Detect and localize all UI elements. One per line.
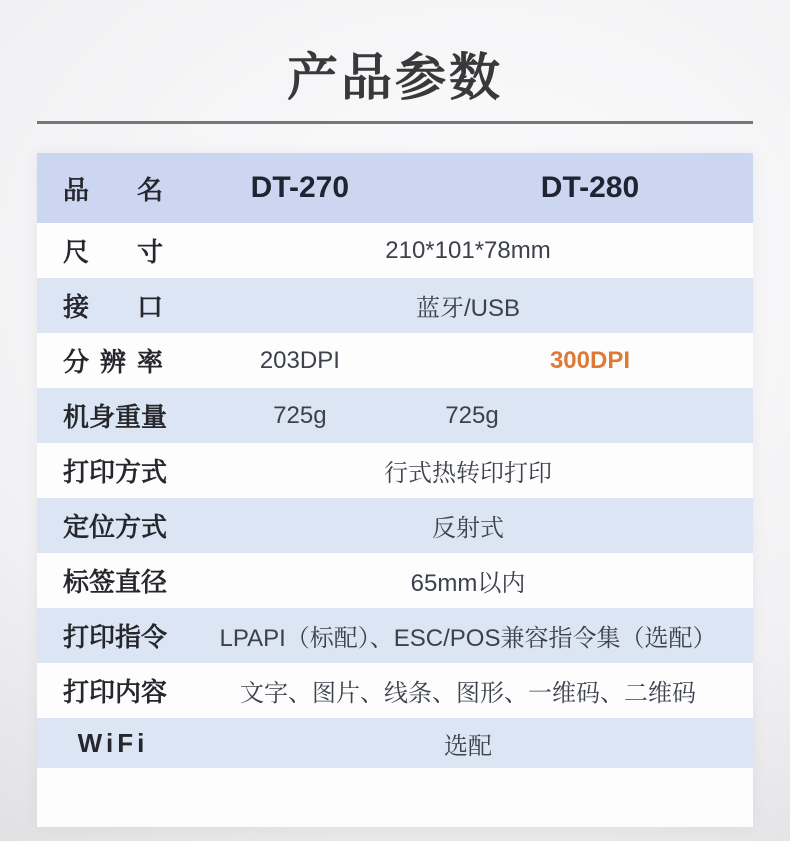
row-label-label-diameter: 标签直径 — [63, 567, 168, 597]
label-diameter-row — [37, 553, 753, 608]
weight-row — [37, 388, 753, 443]
row-label-resolution: 分 辨 率 — [63, 347, 163, 377]
row-label-weight: 机身重量 — [63, 402, 168, 432]
print-method-row — [37, 443, 753, 498]
label-diameter-value-area — [183, 553, 753, 608]
positioning-value-area — [183, 498, 753, 553]
positioning-method-row — [37, 498, 753, 553]
model-name-dt280: DT-280 — [540, 171, 640, 204]
resolution-value-area — [183, 333, 753, 388]
print-content-value: 文字、图片、线条、图形、一维码、二维码 — [240, 680, 696, 707]
print-method-value: 行式热转印打印 — [384, 460, 552, 487]
spec-table — [37, 153, 753, 827]
resolution-row — [37, 333, 753, 388]
row-label-wifi: WiFi — [77, 727, 149, 758]
positioning-value: 反射式 — [432, 515, 504, 542]
row-label-product-name: 品 名 — [63, 174, 163, 205]
print-content-value-area — [183, 663, 753, 718]
dimensions-row — [37, 223, 753, 278]
page-title: 产品参数 — [286, 49, 503, 106]
dimensions-value: 210*101*78mm — [385, 236, 551, 264]
wifi-value: 选配 — [444, 732, 492, 760]
row-label-dimensions: 尺 寸 — [63, 237, 163, 267]
row-label-positioning: 定位方式 — [63, 512, 168, 542]
interface-value-area — [183, 278, 753, 333]
print-command-row — [37, 608, 753, 663]
interface-row — [37, 278, 753, 333]
model-name-dt270: DT-270 — [250, 171, 350, 204]
card-bottom-padding — [37, 768, 753, 827]
product-name-header-row — [37, 153, 753, 223]
weight-value-dt270: 725g — [273, 401, 327, 429]
header-values — [183, 153, 753, 223]
resolution-value-dt280: 300DPI — [549, 346, 630, 374]
row-label-interface: 接 口 — [63, 292, 163, 322]
title-divider — [37, 121, 753, 124]
resolution-value-dt270: 203DPI — [259, 346, 340, 374]
dimensions-value-area — [183, 223, 753, 278]
row-label-print-content: 打印内容 — [63, 677, 168, 707]
label-diameter-value: 65mm以内 — [410, 570, 526, 597]
print-method-value-area — [183, 443, 753, 498]
weight-value-dt280: 725g — [445, 401, 499, 429]
wifi-value-area — [183, 718, 753, 768]
print-command-value-area — [183, 608, 753, 663]
weight-value-area — [183, 388, 753, 443]
print-command-value: LPAPI（标配）、ESC/POS兼容指令集（选配） — [219, 625, 717, 652]
row-label-print-command: 打印指令 — [63, 622, 168, 652]
interface-value: 蓝牙/USB — [415, 295, 520, 322]
wifi-row — [37, 718, 753, 768]
row-label-print-method: 打印方式 — [63, 457, 168, 487]
print-content-row — [37, 663, 753, 718]
